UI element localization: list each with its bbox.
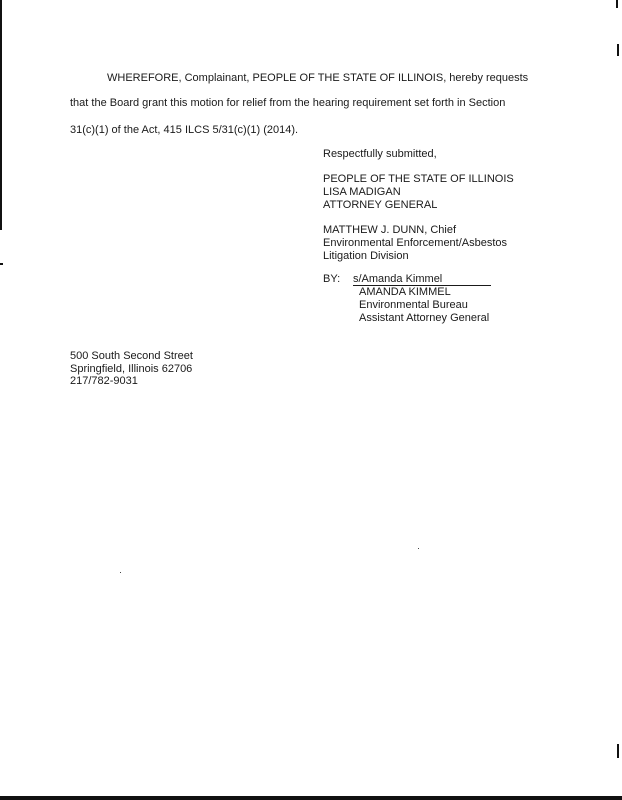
body-line-2: that the Board grant this motion for relief from the hearing requirement set forth in Section [70, 97, 506, 109]
address-line: 500 South Second Street [70, 350, 193, 362]
division-block [323, 224, 507, 263]
address-line: 217/782-9031 [70, 375, 138, 387]
closing-text: Respectfully submitted, [323, 148, 437, 160]
signer-line: Environmental Bureau [359, 299, 468, 311]
scan-edge-left [0, 0, 2, 230]
address-block [70, 350, 193, 388]
party-line: PEOPLE OF THE STATE OF ILLINOIS [323, 173, 514, 185]
scan-edge-bottom [0, 796, 622, 800]
scan-speck [120, 572, 121, 573]
scan-edge-mark [617, 44, 619, 56]
division-line: MATTHEW J. DUNN, Chief [323, 224, 457, 236]
scan-edge-right [616, 0, 618, 8]
address-line: Springfield, Illinois 62706 [70, 362, 193, 375]
electronic-signature: s/Amanda Kimmel [353, 273, 491, 286]
party-line: LISA MADIGAN [323, 186, 401, 198]
scan-edge-mark [617, 744, 619, 758]
by-signature-row [323, 273, 491, 286]
signer-line: AMANDA KIMMEL [359, 286, 451, 298]
body-line-3: 31(c)(1) of the Act, 415 ILCS 5/31(c)(1) (2014). [70, 124, 299, 136]
body-line-1: WHEREFORE, Complainant, PEOPLE OF THE STATE OF ILLINOIS, hereby requests [107, 72, 529, 84]
scan-edge-mark [0, 263, 3, 265]
division-line: Environmental Enforcement/Asbestos [323, 237, 508, 249]
party-block [323, 173, 514, 212]
signer-block [359, 286, 489, 325]
party-line: ATTORNEY GENERAL [323, 199, 438, 211]
scan-speck [418, 548, 419, 549]
division-line: Litigation Division [323, 250, 409, 262]
by-label: BY: [323, 273, 341, 285]
signer-line: Assistant Attorney General [359, 312, 490, 324]
